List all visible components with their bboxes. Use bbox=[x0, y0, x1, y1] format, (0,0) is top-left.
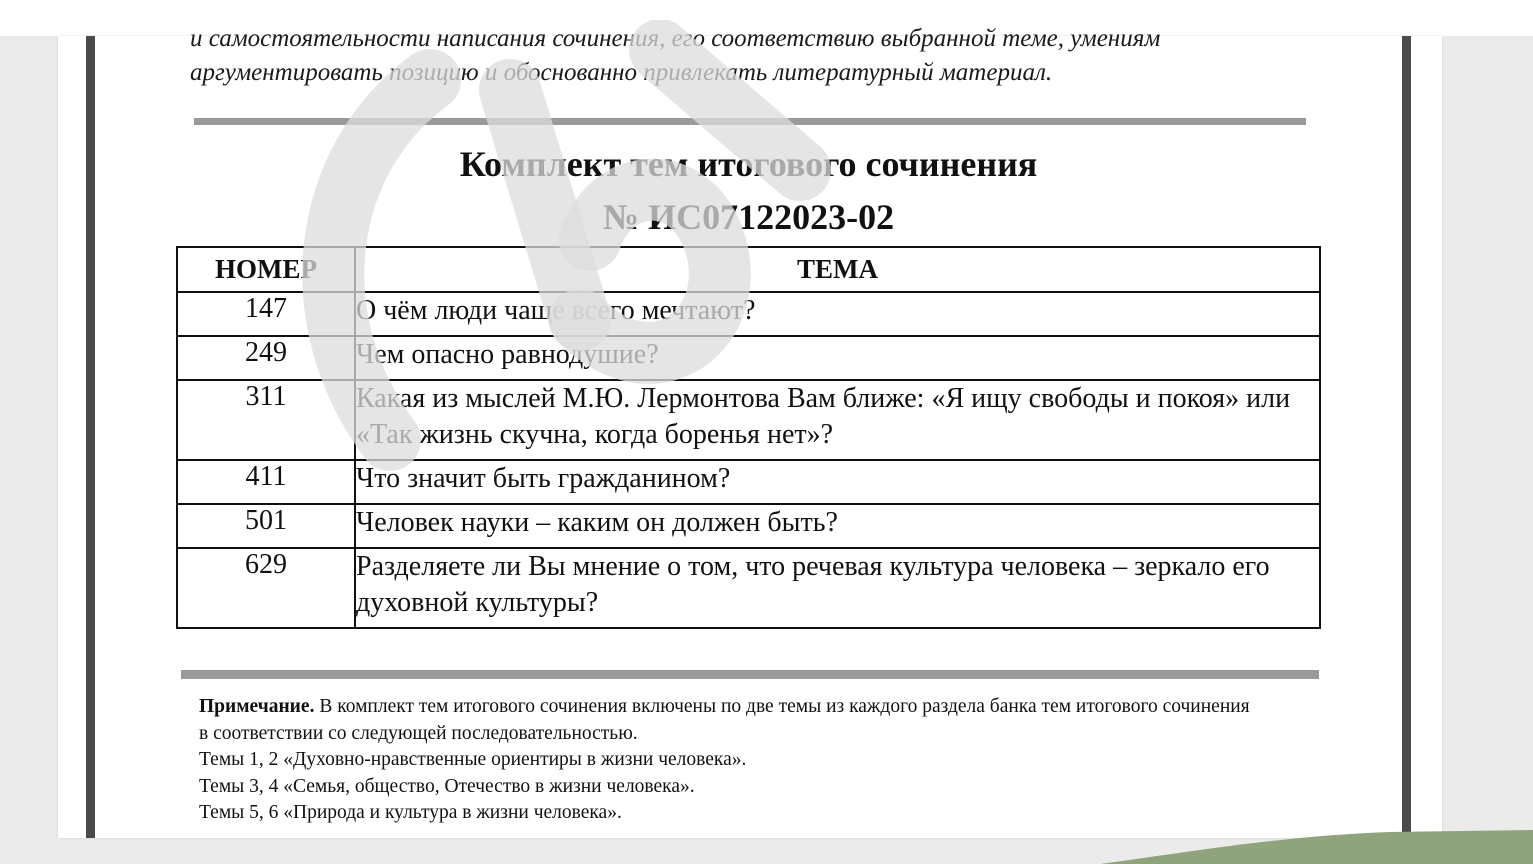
topic-number: 311 bbox=[177, 380, 355, 460]
table-row bbox=[177, 292, 1320, 336]
table-row bbox=[177, 380, 1320, 460]
green-shape-fill bbox=[1100, 830, 1533, 864]
topic-number: 147 bbox=[177, 292, 355, 336]
topic-text: Разделяете ли Вы мнение о том, что речевая культура человека – зеркало его духовной культуры? bbox=[355, 548, 1320, 628]
topic-text: Чем опасно равнодушие? bbox=[355, 336, 1320, 380]
decorative-green-shape bbox=[1100, 830, 1533, 864]
topic-number: 411 bbox=[177, 460, 355, 504]
note-line-2: в соответствии со следующей последовательностью. bbox=[199, 722, 638, 744]
note-line-4: Темы 3, 4 «Семья, общество, Отечество в жизни человека». bbox=[199, 775, 695, 797]
note-label: Примечание. bbox=[199, 696, 315, 717]
topic-number: 501 bbox=[177, 504, 355, 548]
note-block bbox=[199, 694, 1339, 827]
topic-text: Человек науки – каким он должен быть? bbox=[355, 504, 1320, 548]
note-line-5: Темы 5, 6 «Природа и культура в жизни человека». bbox=[199, 802, 622, 823]
table-row bbox=[177, 460, 1320, 504]
table-row bbox=[177, 504, 1320, 548]
topics-table bbox=[176, 246, 1321, 629]
topic-text: Какая из мыслей М.Ю. Лермонтова Вам ближе: «Я ищу свободы и покоя» или «Так жизнь скучна, когда боренья нет»? bbox=[355, 380, 1320, 460]
topic-text: О чём люди чаще всего мечтают? bbox=[355, 292, 1320, 336]
intro-text bbox=[190, 22, 1315, 90]
table-row bbox=[177, 548, 1320, 628]
note-text-1: В комплект тем итогового сочинения включены по две темы из каждого раздела банка тем итогового сочинения bbox=[314, 696, 1250, 717]
header-number: НОМЕР bbox=[177, 247, 355, 292]
topic-number: 629 bbox=[177, 548, 355, 628]
topic-number: 249 bbox=[177, 336, 355, 380]
bottom-divider bbox=[181, 670, 1319, 679]
title-line-1: Комплект тем итогового сочинения bbox=[459, 144, 1038, 184]
table-header-row bbox=[177, 247, 1320, 292]
table-row bbox=[177, 336, 1320, 380]
intro-line-2: аргументировать позицию и обоснованно привлекать литературный материал. bbox=[190, 59, 1053, 86]
note-line-3: Темы 1, 2 «Духовно-нравственные ориентиры в жизни человека». bbox=[199, 749, 747, 770]
note-line-1 bbox=[199, 694, 1339, 721]
title-line-2: № ИС07122023-02 bbox=[602, 197, 895, 237]
header-topic: ТЕМА bbox=[355, 247, 1320, 292]
top-divider bbox=[194, 118, 1306, 125]
topic-text: Что значит быть гражданином? bbox=[355, 460, 1320, 504]
intro-line-1: и самостоятельности написания сочинения, его соответствию выбранной теме, умениям bbox=[190, 25, 1161, 52]
